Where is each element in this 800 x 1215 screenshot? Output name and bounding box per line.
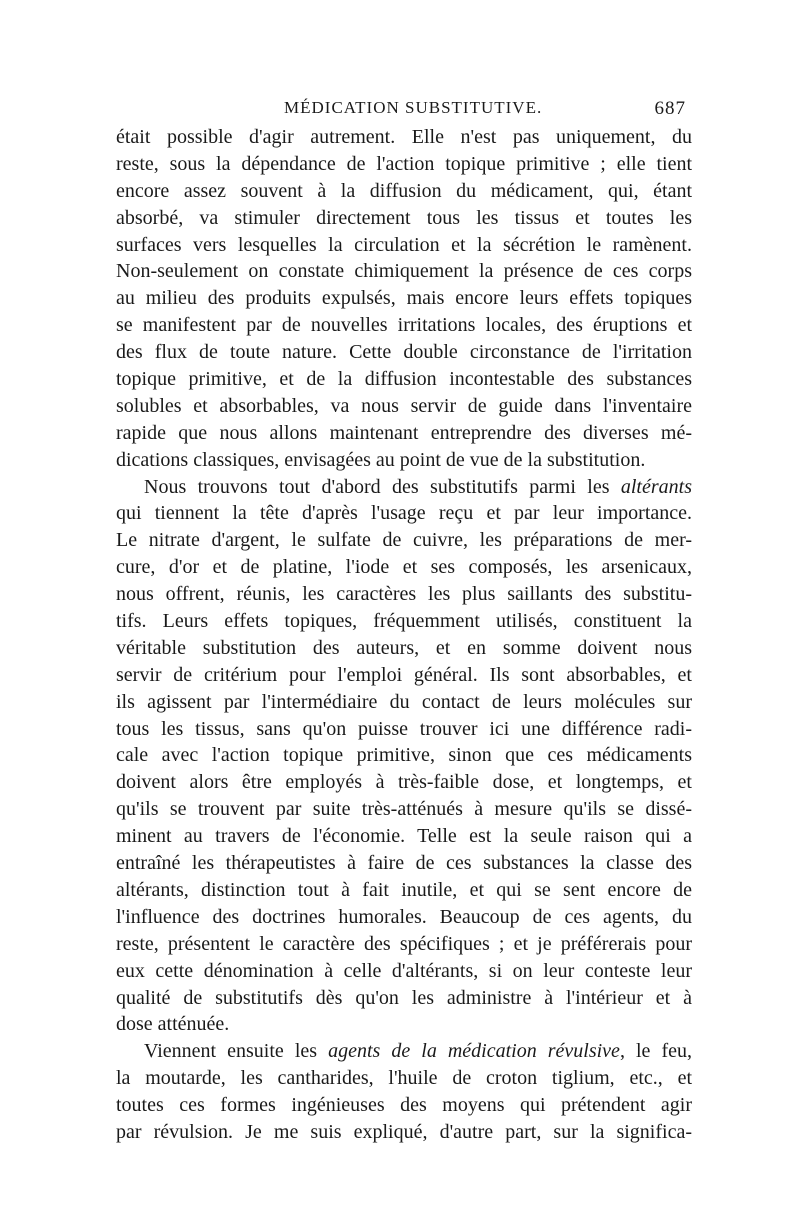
running-title: MÉDICATION SUBSTITUTIVE. [284,98,543,117]
text-line-segment: rapide que nous allons maintenant entreprendre des diverses mé- [116,421,692,444]
text-line [116,124,692,151]
text-line-segment: doivent alors être employés à très-faible dose, et longtemps, et [116,771,692,794]
text-line [116,1038,692,1065]
text-line-segment: par révulsion. Je me suis expliqué, d'autre part, sur la significa- [116,1120,692,1143]
text-line [116,716,692,743]
text-line [116,500,692,527]
text-line-segment: encore assez souvent à la diffusion du médicament, qui, étant [116,179,692,202]
text-line-segment: cure, d'or et de platine, l'iode et ses composés, les arsenicaux, [116,556,692,579]
text-line [116,931,692,958]
text-line-segment: dose atténuée. [116,1013,230,1036]
text-line [116,958,692,985]
text-line-segment: se manifestent par de nouvelles irritations locales, des éruptions et [116,314,692,337]
text-line-segment: surfaces vers lesquelles la circulation et la sécrétion le ramènent. [116,233,692,256]
text-line-segment: Non-seulement on constate chimiquement la présence de ces corps [116,260,692,283]
text-line-segment: reste, sous la dépendance de l'action topique primitive ; elle tient [116,152,692,175]
text-line [116,635,692,662]
text-line [116,1092,692,1119]
text-line [116,877,692,904]
text-line-segment: qualité de substitutifs dès qu'on les administre à l'intérieur et à [116,986,692,1009]
text-line [116,904,692,931]
text-line [116,474,692,501]
text-line [116,823,692,850]
text-line [116,258,692,285]
text-line [116,393,692,420]
text-line-segment: la moutarde, les cantharides, l'huile de croton tiglium, etc., et [116,1067,692,1090]
text-line-segment: dications classiques, envisagées au point de vue de la substitution. [116,448,646,471]
text-line-segment: , le feu, [619,1040,692,1063]
text-line-segment: toutes ces formes ingénieuses des moyens qui prétendent agir [116,1094,692,1117]
text-line-segment: cale avec l'action topique primitive, sinon que ces médicaments [116,744,692,767]
body-text [116,124,692,1146]
text-line-segment: des flux de toute nature. Cette double circonstance de l'irritation [116,341,692,364]
text-line-segment: nous offrent, réunis, les caractères les plus saillants des substitu- [116,583,692,606]
text-line [116,312,692,339]
text-line-segment: Viennent ensuite les [144,1040,329,1063]
text-line [116,205,692,232]
text-line [116,527,692,554]
text-line-segment: entraîné les thérapeutistes à faire de ces substances la classe des [116,852,692,875]
text-line-segment: solubles et absorbables, va nous servir de guide dans l'inventaire [116,394,692,417]
text-line [116,1119,692,1146]
text-line-segment: l'influence des doctrines humorales. Beaucoup de ces agents, du [116,905,692,928]
text-line [116,742,692,769]
text-line [116,581,692,608]
text-line [116,985,692,1012]
text-line [116,447,692,474]
text-line-segment: qui tiennent la tête d'après l'usage reçu et par leur importance. [116,502,692,525]
text-line-segment: topique primitive, et de la diffusion incontestable des substances [116,368,692,391]
text-line [116,662,692,689]
text-line [116,1065,692,1092]
italic-term: agents de la médication révulsive [328,1040,620,1063]
page-number: 687 [654,98,686,119]
text-line [116,232,692,259]
running-header [116,98,686,122]
text-line [116,769,692,796]
text-line-segment: reste, présentent le caractère des spécifiques ; et je préférerais pour [116,932,692,955]
text-line-segment: ils agissent par l'intermédiaire du contact de leurs molécules sur [116,690,692,713]
text-line [116,850,692,877]
text-line-segment: absorbé, va stimuler directement tous les tissus et toutes les [116,206,692,229]
text-line-segment: eux cette dénomination à celle d'altérants, si on leur conteste leur [116,959,692,982]
text-line-segment: altérants, distinction tout à fait inutile, et qui se sent encore de [116,878,692,901]
text-line [116,285,692,312]
text-line [116,1011,692,1038]
text-line-segment: servir de critérium pour l'emploi général. Ils sont absorbables, et [116,663,692,686]
text-line [116,151,692,178]
text-line-segment: au milieu des produits expulsés, mais encore leurs effets topiques [116,287,692,310]
text-line [116,608,692,635]
text-line [116,554,692,581]
text-line-segment: tifs. Leurs effets topiques, fréquemment utilisés, constituent la [116,610,692,633]
text-line [116,689,692,716]
text-line-segment: minent au travers de l'économie. Telle est la seule raison qui a [116,825,692,848]
text-line-segment: Le nitrate d'argent, le sulfate de cuivre, les préparations de mer- [116,529,692,552]
text-line [116,796,692,823]
text-line-segment: Nous trouvons tout d'abord des substitutifs parmi les [144,475,621,498]
text-line [116,420,692,447]
text-line [116,339,692,366]
text-line [116,366,692,393]
text-line-segment: était possible d'agir autrement. Elle n'est pas uniquement, du [116,126,692,148]
italic-term: altérants [620,475,692,498]
text-line-segment: qu'ils se trouvent par suite très-atténués à mesure qu'ils se dissé- [116,798,692,821]
text-line-segment: véritable substitution des auteurs, et en somme doivent nous [116,636,692,659]
text-line [116,178,692,205]
text-line-segment: tous les tissus, sans qu'on puisse trouver ici une différence radi- [116,717,692,740]
